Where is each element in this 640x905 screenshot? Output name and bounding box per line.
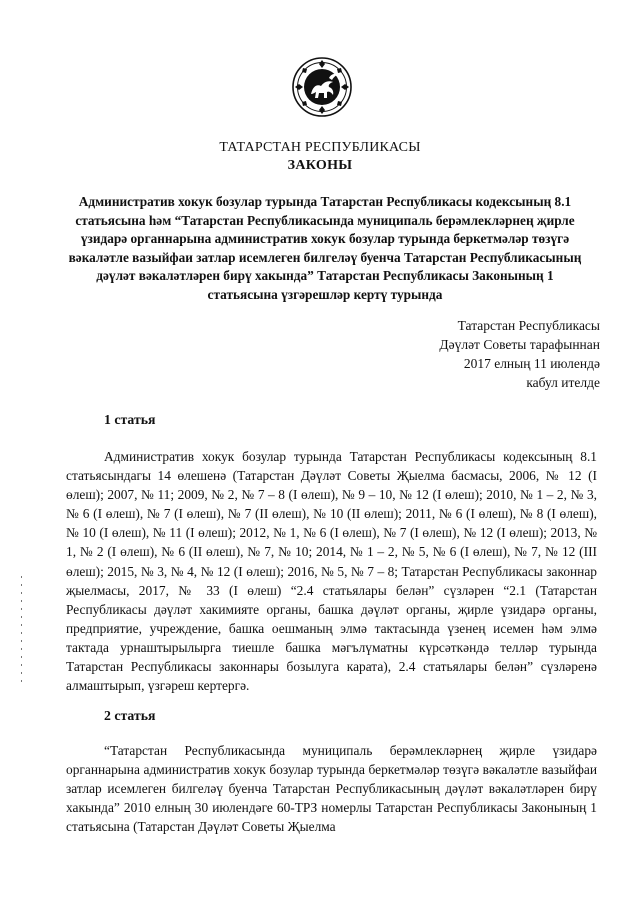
adoption-date: 2017 елның 11 июлендә [463,356,600,371]
document-type: ЗАКОНЫ [287,158,353,173]
scan-mark [21,608,22,610]
scan-mark [21,592,22,594]
scan-mark [21,680,22,682]
scan-mark [21,616,22,618]
scan-mark [21,672,22,674]
scan-mark [21,584,22,586]
adoption-note [360,316,600,392]
scan-mark [21,600,22,602]
adoption-line-1: Татарстан Республикасы [457,318,600,333]
scan-mark [21,576,22,578]
scan-mark [21,640,22,642]
scan-mark [21,648,22,650]
article-1-heading: 1 статья [104,412,156,427]
article-1-text: Административ хокук бозулар турында Татарстан Республикасы кодексының 8.1 статьясындагы 14 өлешенә (Татарстан Дәүләт Советы Җыелма басмасы, 2006, № 12 (I өлеш); 2007, № 11; 2009, № 2, № 7 – 8 (I өлеш), № 9 – 10, № 12 (I өлеш); 2010, № 1 – 2, № 3, № 6 (I өлеш), № 7 (I өлеш), № 7 (II өлеш), № 10 (II өлеш); 2011, № 6 (I өлеш), № 8 (I өлеш), № 10 (I өлеш), № 11 (I өлеш); 2012, № 1, № 6 (I өлеш), № 7 (I өлеш), № 12 (I өлеш); 2013, № 1, № 2 (I өлеш), № 6 (II өлеш), № 7, № 10; 2014, № 1 – 2, № 5, № 6 (I өлеш), № 7, № 12 (III өлеш); 2015, № 3, № 4, № 12 (I өлеш); 2016, № 5, № 7 – 8; Татарстан Республикасы законнар җыелмасы, 2017, № 33 (I өлеш) “2.4 статьялары белән” сүзләрен “2.1 (Татарстан Республикасы дәүләт хакимияте органы, башка дәүләт органы, җирле үзидарә органы, предприятие, учреждение, башка оешманың элмә тактасында үзенең исемен һәм элмә тактада урнаштырылырга тиешле башка мәгълүматны күрсәткәндә телләр турында Татарстан Республикасы законнары бозылуга карата), 2.4 статьялары белән” сүзләренә алмаштырып, үзгәреш кертергә. [66,449,597,694]
law-title: Административ хокук бозулар турында Татарстан Республикасы кодексының 8.1 статьясына һәм “Татарстан Республикасында муниципаль берәмлекләрнең җирле үзидарә органнарына административ хокук бозулар турында беркетмәләр төзүгә вәкаләтле вазыйфаи затлар исемлеген билгеләү буенча Татарстан Республикасының дәүләт вәкаләтләрен бирү хакында” Татарстан Республикасы Законының 1 статьясына үзгәрешләр кертү турында [68,194,582,302]
scan-mark [21,624,22,626]
adoption-line-4: кабул ителде [526,375,600,390]
scan-mark [21,656,22,658]
tatarstan-coat-of-arms-icon [291,56,353,118]
article-2-heading: 2 статья [104,708,156,723]
adoption-line-2: Дәүләт Советы тарафыннан [439,337,600,352]
scan-mark [21,632,22,634]
scan-mark [21,664,22,666]
republic-name: ТАТАРСТАН РЕСПУБЛИКАСЫ [219,140,421,155]
article-2-text: “Татарстан Республикасында муниципаль берәмлекләрнең җирле үзидарә органнарына административ хокук бозулар турында беркетмәләр төзүгә вәкаләтле вазыйфаи затлар исемлеген билгеләү буенча Татарстан Республикасының дәүләт вәкаләтләрен бирү хакында” 2010 елның 30 июлендәге 60-ТРЗ номерлы Татарстан Республикасы Законының 1 статьясына (Татарстан Дәүләт Советы Җыелма [66,743,597,835]
